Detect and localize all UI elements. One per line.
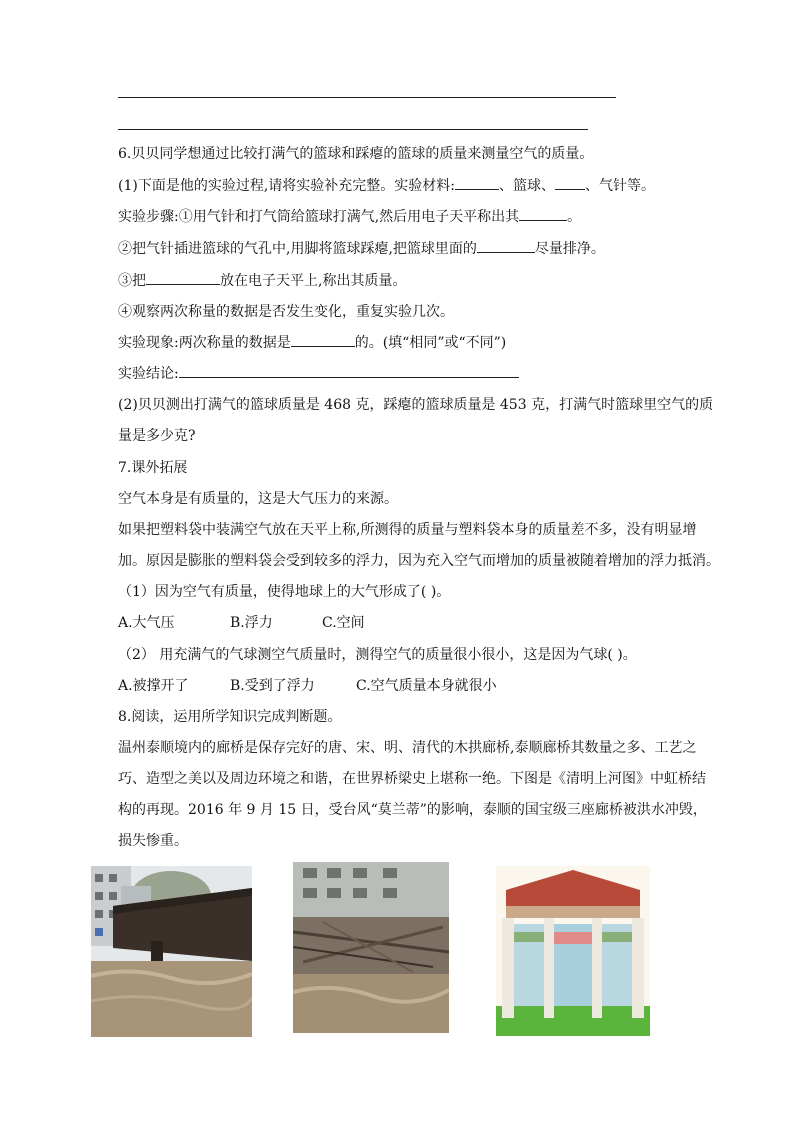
answer-line <box>118 97 616 98</box>
photo-rainbow-bridge <box>496 866 650 1036</box>
q6-stem: 6.贝贝同学想通过比较打满气的篮球和踩瘪的篮球的质量来测量空气的质量。 <box>118 146 594 162</box>
q7-sub1-option-a[interactable]: A.大气压 <box>118 615 175 631</box>
q6-part2-line1: (2)贝贝测出打满气的篮球质量是 468 克，踩瘪的篮球质量是 453 克，打满气时篮球里空气的质 <box>118 397 714 413</box>
q7-sub2-option-c[interactable]: C.空气质量本身就很小 <box>356 678 497 694</box>
q7-sub2: （2） 用充满气的气球测空气质量时，测得空气的质量很小很小，这是因为气球( )。 <box>118 647 637 663</box>
q7-sub2-option-a[interactable]: A.被撑开了 <box>118 678 189 694</box>
blank-phenomenon[interactable] <box>291 333 355 347</box>
q8-line1: 温州泰顺境内的廊桥是保存完好的唐、宋、明、清代的木拱廊桥,泰顺廊桥其数量之多、工艺之 <box>118 740 697 756</box>
q7-text1: 空气本身是有质量的，这是大气压力的来源。 <box>118 491 398 507</box>
blank-conclusion[interactable] <box>179 364 519 378</box>
blank-step1[interactable] <box>519 207 567 221</box>
q6-step2: ②把气针插进篮球的气孔中,用脚将篮球踩瘪,把篮球里面的 尽量排净。 <box>118 241 605 257</box>
q7-text2-line1: 如果把塑料袋中装满空气放在天平上称,所测得的质量与塑料袋本身的质量差不多，没有明显增 <box>118 522 697 538</box>
q6-step4: ④观察两次称量的数据是否发生变化，重复实验几次。 <box>118 304 454 320</box>
q7-sub2-option-b[interactable]: B.受到了浮力 <box>230 678 315 694</box>
photo-bridge-debris <box>293 862 449 1033</box>
q6-part2-line2: 量是多少克? <box>118 428 196 444</box>
q6-part1: (1)下面是他的实验过程,请将实验补充完整。实验材料: 、篮球、 、气针等。 <box>118 178 655 194</box>
q8-line3: 构的再现。2016 年 9 月 15 日，受台风“莫兰蒂”的影响，泰顺的国宝级三座廊桥被洪水冲毁， <box>118 802 707 818</box>
q8-line4: 损失惨重。 <box>118 833 188 849</box>
q7-text2-line2: 加。原因是膨胀的塑料袋会受到较多的浮力，因为充入空气而增加的质量被随着增加的浮力抵消。 <box>118 553 720 569</box>
q6-step1: 实验步骤:①用气针和打气筒给篮球打满气,然后用电子天平称出其 。 <box>118 209 582 225</box>
blank-material-2[interactable] <box>555 176 585 190</box>
q7-title: 7.课外拓展 <box>118 460 188 476</box>
photo-bridge-flood <box>91 866 252 1037</box>
blank-step3[interactable] <box>146 271 220 285</box>
blank-step2[interactable] <box>477 239 535 253</box>
q7-sub1: （1）因为空气有质量，使得地球上的大气形成了( )。 <box>118 584 451 600</box>
q6-phenomenon: 实验现象:两次称量的数据是 的。(填“相同”或“不同”) <box>118 335 507 351</box>
q7-sub1-option-b[interactable]: B.浮力 <box>230 615 273 631</box>
q8-title: 8.阅读，运用所学知识完成判断题。 <box>118 709 342 725</box>
q6-conclusion: 实验结论: <box>118 364 519 384</box>
blank-material-1[interactable] <box>455 176 499 190</box>
answer-line <box>118 129 588 130</box>
q7-sub1-option-c[interactable]: C.空间 <box>322 615 365 631</box>
q6-step3: ③把 放在电子天平上,称出其质量。 <box>118 273 407 289</box>
q8-line2: 巧、造型之美以及周边环境之和谐，在世界桥梁史上堪称一绝。下图是《清明上河图》中虹桥结 <box>118 771 706 787</box>
